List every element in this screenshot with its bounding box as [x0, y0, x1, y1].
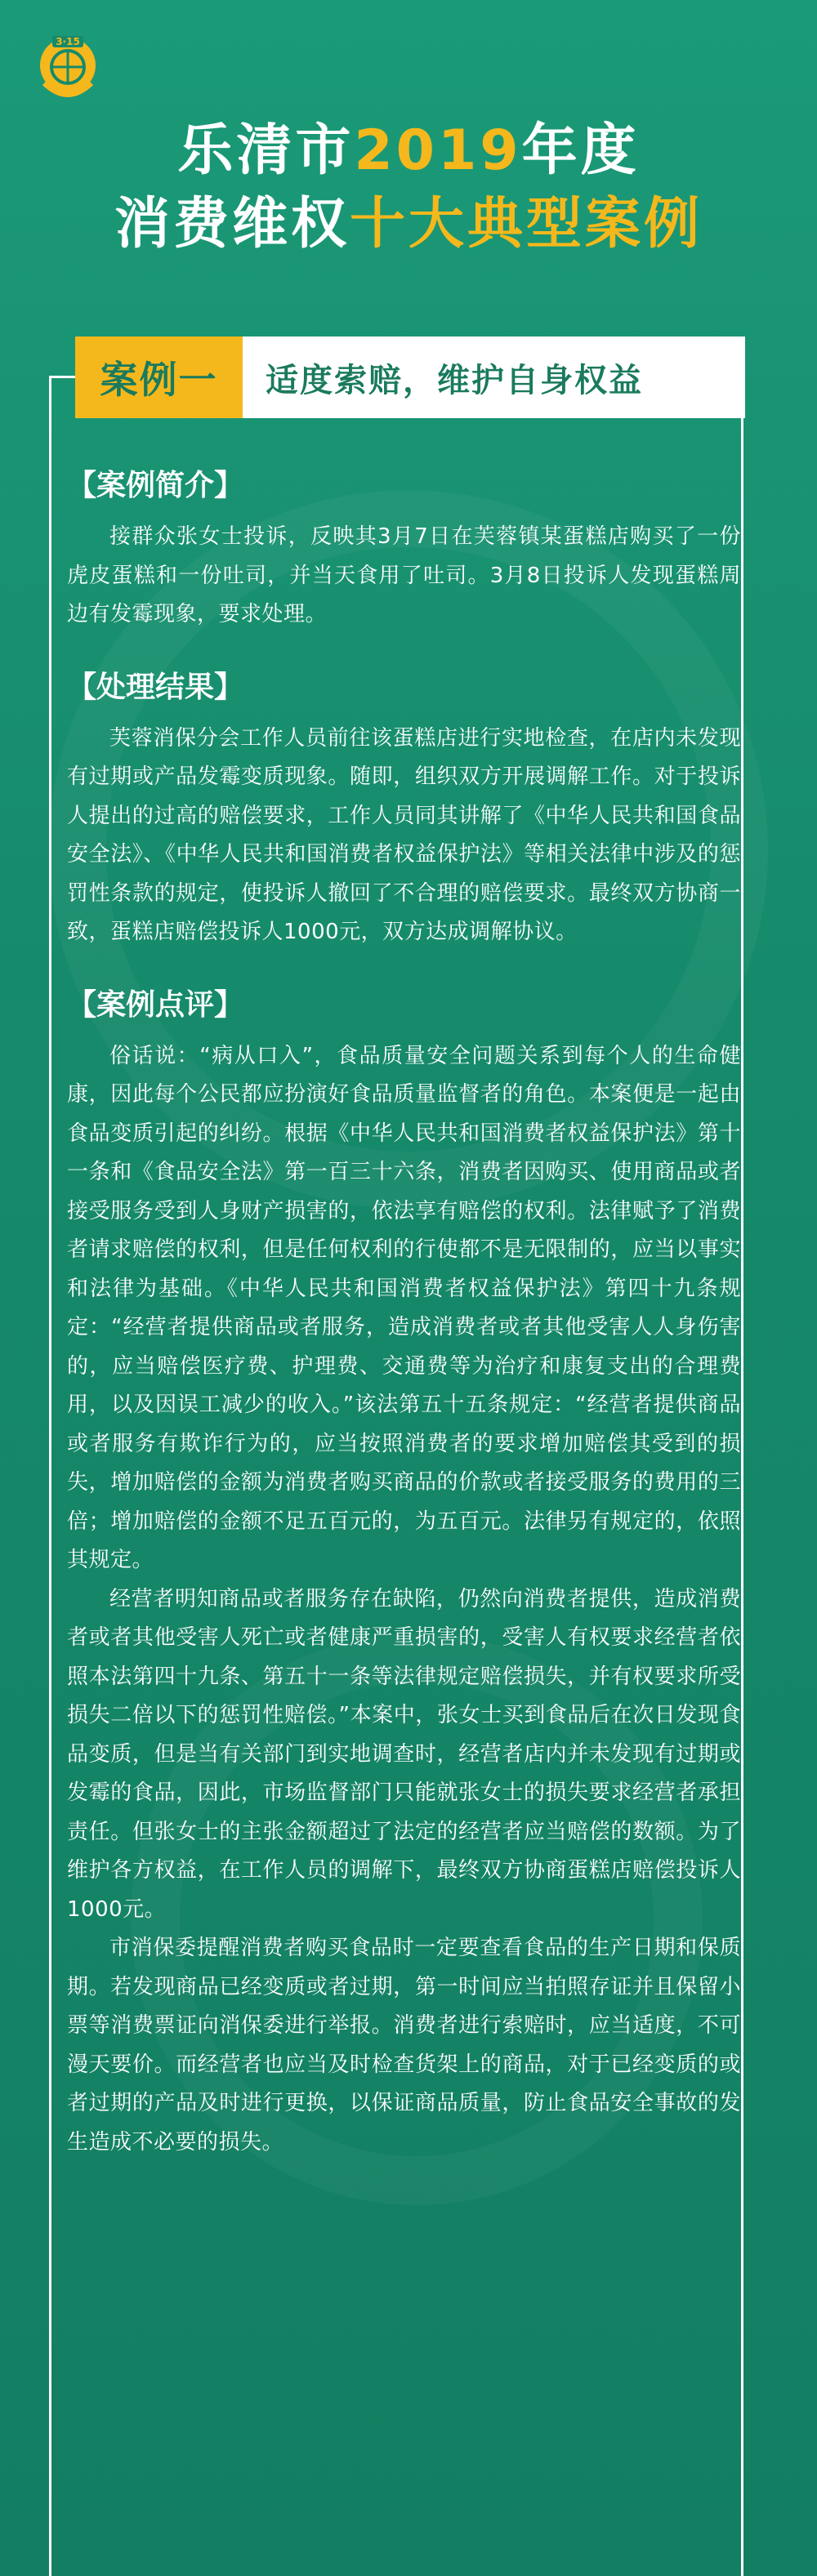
logo-text: 3·15 [56, 36, 80, 47]
title-year: 2019 [354, 118, 522, 183]
title-text: 年度 [521, 118, 640, 183]
title-line-1 [0, 114, 817, 188]
section-heading: 【处理结果】 [67, 670, 244, 704]
section-heading: 【案例点评】 [67, 987, 244, 1022]
case-title: 适度索赔，维护自身权益 [266, 361, 643, 399]
case-number-tag: 案例一 [75, 336, 243, 418]
page-title [0, 114, 817, 261]
paragraph: 经营者明知商品或者服务存在缺陷，仍然向消费者提供，造成消费者或者其他受害人死亡或者健康严重损害的，受害人有权要求经营者依照本法第四十九条、第五十一条等法律规定赔偿损失，并有权要求所受损失二倍以下的惩罚性赔偿。”本案中，张女士买到食品后在次日发现食品变质，但是当有关部门到实地调查时，经营者店内并未发现有过期或发霉的食品，因此，市场监督部门只能就张女士的损失要求经营者承担责任。但张女士的主张金额超过了法定的经营者应当赔偿的数额。为了维护各方权益，在工作人员的调解下，最终双方协商蛋糕店赔偿投诉人1000元。 [67, 1586, 741, 1922]
paragraph: 俗话说：“病从口入”，食品质量安全问题关系到每个人的生命健康，因此每个公民都应扮演好食品质量监督者的角色。本案便是一起由食品变质引起的纠纷。根据《中华人民共和国消费者权益保护法》第十一条和《食品安全法》第一百三十六条，消费者因购买、使用商品或者接受服务受到人身财产损害的，依法享有赔偿的权利。法律赋予了消费者请求赔偿的权利，但是任何权利的行使都不是无限制的，应当以事实和法律为基础。《中华人民共和国消费者权益保护法》第四十九条规定：“经营者提供商品或者服务，造成消费者或者其他受害人人身伤害的，应当赔偿医疗费、护理费、交通费等为治疗和康复支出的合理费用，以及因误工减少的收入。”该法第五十五条规定：“经营者提供商品或者服务有欺诈行为的，应当按照消费者的要求增加赔偿其受到的损失，增加赔偿的金额为消费者购买商品的价款或者接受服务的费用的三倍；增加赔偿的金额不足五百元的，为五百元。法律另有规定的，依照其规定。 [67, 1043, 741, 1572]
section-intro [67, 466, 741, 635]
consumer-rights-logo-icon [33, 33, 103, 103]
section-comment [67, 985, 741, 2163]
title-highlight: 十大典型案例 [350, 192, 703, 256]
paragraph: 芙蓉消保分会工作人员前往该蛋糕店进行实地检查，在店内未发现有过期或产品发霉变质现象。随即，组织双方开展调解工作。对于投诉人提出的过高的赔偿要求，工作人员同其讲解了《中华人民共和国食品安全法》、《中华人民共和国消费者权益保护法》等相关法律中涉及的惩罚性条款的规定，使投诉人撤回了不合理的赔偿要求。最终双方协商一致，蛋糕店赔偿投诉人1000元，双方达成调解协议。 [67, 725, 741, 944]
title-text: 消费维权 [114, 192, 350, 256]
paragraph: 接群众张女士投诉，反映其3月7日在芙蓉镇某蛋糕店购买了一份虎皮蛋糕和一份吐司，并当天食用了吐司。3月8日投诉人发现蛋糕周边有发霉现象，要求处理。 [67, 524, 741, 626]
paragraph: 市消保委提醒消费者购买食品时一定要查看食品的生产日期和保质期。若发现商品已经变质或者过期，第一时间应当拍照存证并且保留小票等消费票证向消保委进行举报。消费者进行索赔时，应当适度，不可漫天要价。而经营者也应当及时检查货架上的商品，对于已经变质的或者过期的产品及时进行更换，以保证商品质量，防止食品安全事故的发生造成不必要的损失。 [67, 1936, 741, 2155]
case-content [67, 466, 741, 2162]
title-line-2 [0, 188, 817, 261]
section-result [67, 667, 741, 952]
title-text: 乐清市 [177, 118, 355, 183]
case-header [75, 336, 745, 418]
section-heading: 【案例简介】 [67, 469, 244, 502]
